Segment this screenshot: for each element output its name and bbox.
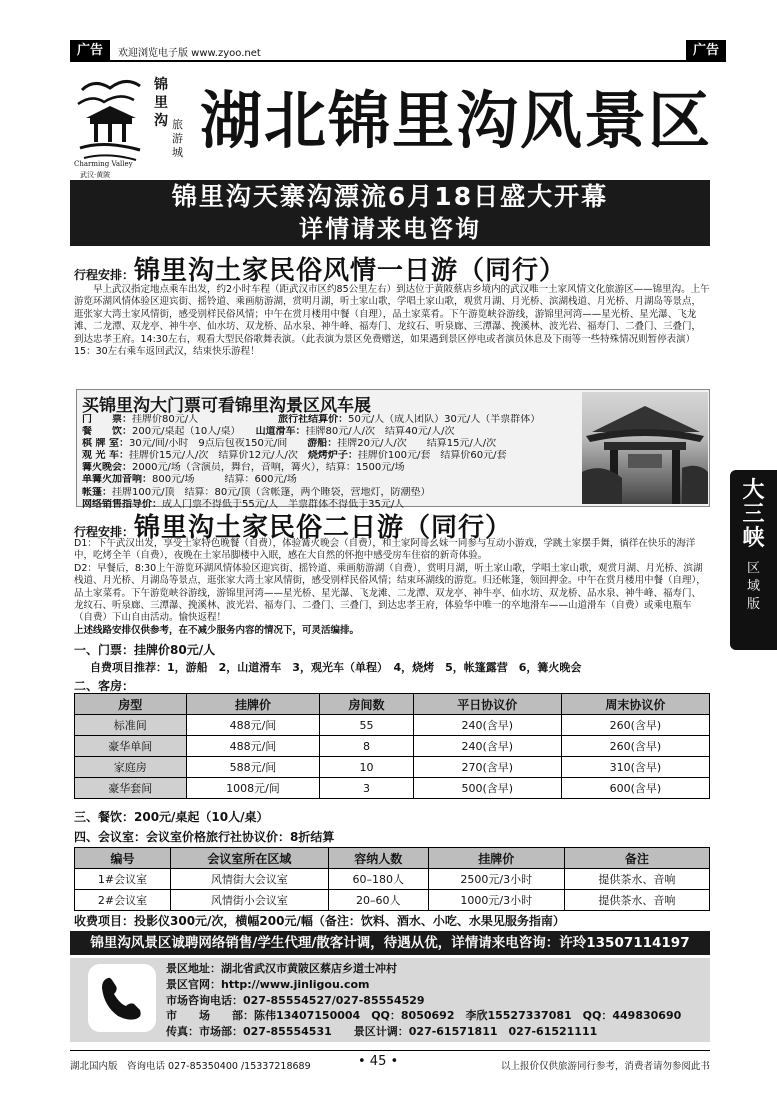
phone-icon	[88, 964, 156, 1032]
table-cell: 风情街大会议室	[171, 869, 329, 890]
ticket-title: 买锦里沟大门票可看锦里沟景区风车展	[82, 396, 371, 416]
ticket-rows	[82, 414, 582, 511]
side-tab-char: 峡	[742, 525, 765, 551]
rooms-table	[74, 693, 710, 799]
table-cell: 20–60人	[328, 890, 428, 911]
contact-website[interactable]: 景区官网：http://www.jinligou.com	[166, 977, 370, 991]
table-cell: 488元/间	[186, 736, 320, 757]
side-tab-char: 区	[746, 561, 760, 576]
ticket-value: 50元/人（成人团队）30元/人（半票群体）	[348, 414, 541, 425]
rooms-heading: 二、客房：	[74, 679, 135, 693]
dining-line: 三、餐饮：200元/桌起（10人/桌）	[74, 810, 269, 824]
logo-sub: 武汉·黄陂	[80, 171, 111, 179]
recruit-banner: 锦里沟风景区诚聘网络销售/学生代理/散客计调，待遇从优，详情请来电咨询：许玲13507114197	[70, 931, 710, 955]
table-cell: 60–180人	[328, 869, 428, 890]
table-row	[75, 757, 710, 778]
logo-char: 旅	[172, 118, 183, 131]
table-header-cell: 编号	[75, 848, 171, 869]
table-row	[75, 715, 710, 736]
tour1-description	[74, 284, 710, 358]
tour2-day2: D2：早餐后，8:30上午游览环湖风情体验区迎宾街、摇铃道、乘画舫游湖（自费），赏明月湖，听土家山歌，学唱土家山歌，观赏月湖、月光桥、滨湖栈道、月光桥、月湖岛等景点，逛张家大湾土家风情街，感受别样民俗风情；结束环湖线的游览。归还帐篷，领回押金。中午在赏月楼用中餐（自理），品土家菜肴。下午游览峡谷游线，游锦里河湾——星光桥、星光瀑、飞龙滩、二龙潭、双龙亭、神牛亭、仙水坊、双龙桥、品水泉、神牛峰、福寿门、龙纹石、听泉廊、三潭瀑、挽溪林、波光岩、福寿门、二叠门、三叠门，到达忠孝王府，体验华中唯一的卒地滑车——山道滑车（自费）或乘电瓶车（自费）下山自由活动。愉快返程！	[74, 562, 706, 624]
tour2-day1: D1：下午武汉出发，享受土家特色晚餐（自费），体验篝火晚会（自费），和土家阿哥幺妹一同参与互动小游戏，学跳土家摆手舞，徜徉在快乐的海洋中，吃烤全羊（自费），夜晚在土家吊脚楼中入眠，感在大自然的怀抱中感受房车住宿的新奇体验。	[74, 538, 696, 562]
side-tab-char: 大	[742, 477, 765, 503]
region-side-tab	[730, 470, 777, 650]
footer-left: 湖北国内版 咨询电话 027-85350400 /15337218689	[70, 1061, 311, 1072]
table-cell: 提供茶水、音响	[564, 869, 709, 890]
side-tab-char: 域	[746, 579, 760, 594]
ticket-row	[82, 438, 582, 450]
table-cell: 260(含早)	[561, 736, 709, 757]
contact-address: 景区地址：湖北省武汉市黄陂区蔡店乡道士冲村	[166, 962, 397, 975]
table-cell: 1#会议室	[75, 869, 171, 890]
ticket-price-line: 一、门票：挂牌价80元/人	[74, 643, 216, 657]
table-cell: 588元/间	[186, 757, 320, 778]
ticket-value: 200元/桌起（10人/桌）	[132, 426, 256, 438]
tour1-label: 行程安排：	[74, 268, 135, 282]
table-cell: 标准间	[75, 715, 187, 736]
table-header-cell: 备注	[564, 848, 709, 869]
table-cell: 提供茶水、音响	[564, 890, 709, 911]
table-header-cell: 周末协议价	[561, 694, 709, 715]
table-cell: 260(含早)	[561, 715, 709, 736]
ticket-value: 挂牌100元/顶 结算：80元/顶（含帐篷，两个睡袋，营地灯，防潮垫）	[112, 486, 431, 498]
tour2-note: 上述线路安排仅供参考，在不减少服务内容的情况下，可灵活编排。	[74, 624, 360, 636]
ticket-key: 观 光 车：	[82, 450, 129, 462]
top-text: 欢迎浏览电子版 www.zyoo.net	[118, 48, 261, 59]
table-cell: 500(含早)	[413, 778, 561, 799]
table-header-cell: 房间数	[320, 694, 413, 715]
ticket-key: 旅行社结算价：	[278, 414, 349, 425]
table-header	[75, 694, 710, 715]
table-cell: 8	[320, 736, 413, 757]
ticket-value: 成人门票不得低于55元/人 半票群体不得低于35元/人	[162, 498, 405, 510]
table-cell: 风情街小会议室	[171, 890, 329, 911]
table-header-cell: 挂牌价	[428, 848, 564, 869]
table-cell: 3	[320, 778, 413, 799]
ticket-row	[82, 474, 582, 486]
logo-char: 里	[154, 95, 168, 111]
banner-line-1: 锦里沟天寨沟漂流6月18日盛大开幕	[171, 182, 609, 211]
table-cell: 1000元/3小时	[428, 890, 564, 911]
ticket-key: 烧烤炉子：	[307, 450, 358, 462]
ticket-key: 山道滑车：	[255, 426, 306, 438]
tour1-heading	[74, 250, 566, 287]
table-header-cell: 平日协议价	[413, 694, 561, 715]
tour2-title: 锦里沟土家民俗二日游（同行）	[134, 513, 513, 543]
ticket-key: 帐篷：	[82, 486, 112, 498]
fee-line: 收费项目：投影仪300元/次，横幅200元/幅（备注：饮料、酒水、小吃、水果见服务指南）	[74, 914, 565, 928]
side-tab-title	[730, 478, 777, 550]
ticket-key: 餐 饮：	[82, 426, 132, 438]
ticket-value: 挂牌20元/人/次 结算15元/人/次	[337, 438, 497, 450]
table-header-cell: 房型	[75, 694, 187, 715]
logo-char: 城	[172, 146, 183, 159]
table-cell: 270(含早)	[413, 757, 561, 778]
page-title: 湖北锦里沟风景区	[200, 84, 713, 157]
side-tab-char: 版	[746, 597, 760, 612]
ticket-row	[82, 487, 582, 499]
footer-right: 以上报价仅供旅游同行参考，消费者请勿参阅此书	[500, 1061, 710, 1072]
logo-char: 游	[172, 132, 183, 145]
ticket-value: 挂牌价100元/套 结算价60元/套	[357, 450, 507, 462]
ticket-value: 挂牌80元/人/次 结算40元/人/次	[305, 426, 455, 438]
self-pay-line: 自费项目推荐：1，游船 2，山道滑车 3，观光车（单程） 4，烧烤 5，帐篷露营 6，篝火晚会	[90, 661, 582, 674]
gate-photo-icon	[582, 392, 708, 504]
table-header-cell: 挂牌价	[186, 694, 320, 715]
ticket-row	[82, 426, 582, 438]
page-number: • 45 •	[358, 1054, 399, 1069]
table-cell: 豪华套间	[75, 778, 187, 799]
announcement-banner	[70, 180, 710, 246]
phone-glyph-icon	[88, 964, 156, 1032]
logo-char: 沟	[154, 113, 168, 129]
table-cell: 1008元/间	[186, 778, 320, 799]
table-cell: 家庭房	[75, 757, 187, 778]
logo-english: Charming Valley	[74, 160, 133, 168]
contact-lines	[166, 961, 681, 1040]
ticket-key: 游船：	[307, 438, 338, 450]
scenic-photo	[582, 392, 708, 504]
table-cell: 488元/间	[186, 715, 320, 736]
ticket-key: 篝火晚会：	[82, 462, 132, 474]
table-row	[75, 869, 710, 890]
tour2-label: 行程安排：	[74, 525, 135, 539]
ticket-row	[82, 414, 582, 426]
ticket-value: 30元/间/小时 9点后包夜150元/间	[128, 438, 308, 450]
table-cell: 240(含早)	[413, 715, 561, 736]
ticket-row	[82, 450, 582, 462]
table-cell: 240(含早)	[413, 736, 561, 757]
contact-fax: 传真：市场部：027-85554531 景区计调：027-61571811 027-61521111	[166, 1025, 598, 1039]
logo-char: 锦	[154, 77, 168, 93]
ticket-key: 棋 牌 室：	[82, 438, 129, 450]
ticket-row	[82, 462, 582, 474]
table-row	[75, 736, 710, 757]
table-cell: 豪华单间	[75, 736, 187, 757]
table-cell: 600(含早)	[561, 778, 709, 799]
table-cell: 2500元/3小时	[428, 869, 564, 890]
ticket-value: 挂牌价80元/人	[132, 414, 279, 425]
tour2-description	[74, 538, 710, 637]
ticket-value: 2000元/场（含演员，舞台，音响，篝火），结算：1500元/场	[132, 462, 405, 474]
table-cell: 10	[320, 757, 413, 778]
table-cell: 55	[320, 715, 413, 736]
ticket-value: 800元/场 结算：600元/场	[152, 474, 297, 486]
pavilion-logo-icon	[74, 70, 146, 170]
table-row	[75, 890, 710, 911]
table-header-cell: 容纳人数	[328, 848, 428, 869]
side-tab-subtitle	[730, 560, 777, 614]
ticket-value: 挂牌价15元/人/次 结算价12元/人/次	[128, 450, 308, 462]
table-row	[75, 778, 710, 799]
ticket-key: 网络销售指导价：	[82, 498, 162, 510]
table-cell: 2#会议室	[75, 890, 171, 911]
tour1-text: 早上武汉指定地点乘车出发，约2小时车程（距武汉市区约85公里左右）到达位于黄陂蔡店乡境内的武汉唯一土家风情文化旅游区——锦里沟。上午游览环湖风情体验区迎宾街、摇铃道、乘画舫游湖，赏明月湖，听土家山歌，学唱土家山歌，观赏月湖、月光桥、滨湖栈道、月光桥、月湖岛等景点，逛张家大湾土家风情街，感受别样民俗风情；中午在赏月楼用中餐（自理），品土家菜肴。下午游览峡谷游线，游锦里河湾——星光桥、星光瀑、飞龙滩、二龙潭、双龙亭、神牛亭、仙水坊、双龙桥、品水泉、神牛峰、福寿门、龙纹石、听泉廊、三潭瀑、挽溪林、波光岩、福寿门、二叠门、三叠门，到达忠孝王府。14:30左右，观看大型民俗歌舞表演。（此表演为景区免费赠送，如果遇到景区停电或者演员休息及下雨等一些特殊情况则暂停表演）15：30左右乘车返回武汉，结束快乐游程！	[74, 284, 710, 358]
meeting-table	[74, 847, 710, 911]
side-tab-char: 三	[742, 501, 765, 527]
ticket-key: 门 票：	[82, 414, 132, 425]
logo	[74, 70, 194, 180]
table-cell: 310(含早)	[561, 757, 709, 778]
ad-tag-right: 广告	[686, 40, 726, 62]
footer	[70, 1050, 710, 1072]
meeting-heading: 四、会议室：会议室价格旅行社协议价：8折结算	[74, 830, 335, 844]
table-header	[75, 848, 710, 869]
ticket-key: 单篝火加音响：	[82, 474, 152, 486]
tour1-title: 锦里沟土家民俗风情一日游（同行）	[134, 256, 567, 286]
ad-tag-left: 广告	[70, 40, 110, 62]
contact-market-tel: 市场咨询电话：027-85554527/027-85554529	[166, 993, 425, 1007]
contact-market: 市 场 部：陈伟13407150004 QQ：8050692 李欣15527337081 QQ：449830690	[166, 1009, 682, 1023]
banner-line-2: 详情请来电咨询	[299, 215, 481, 243]
table-header-cell: 会议室所在区域	[171, 848, 329, 869]
